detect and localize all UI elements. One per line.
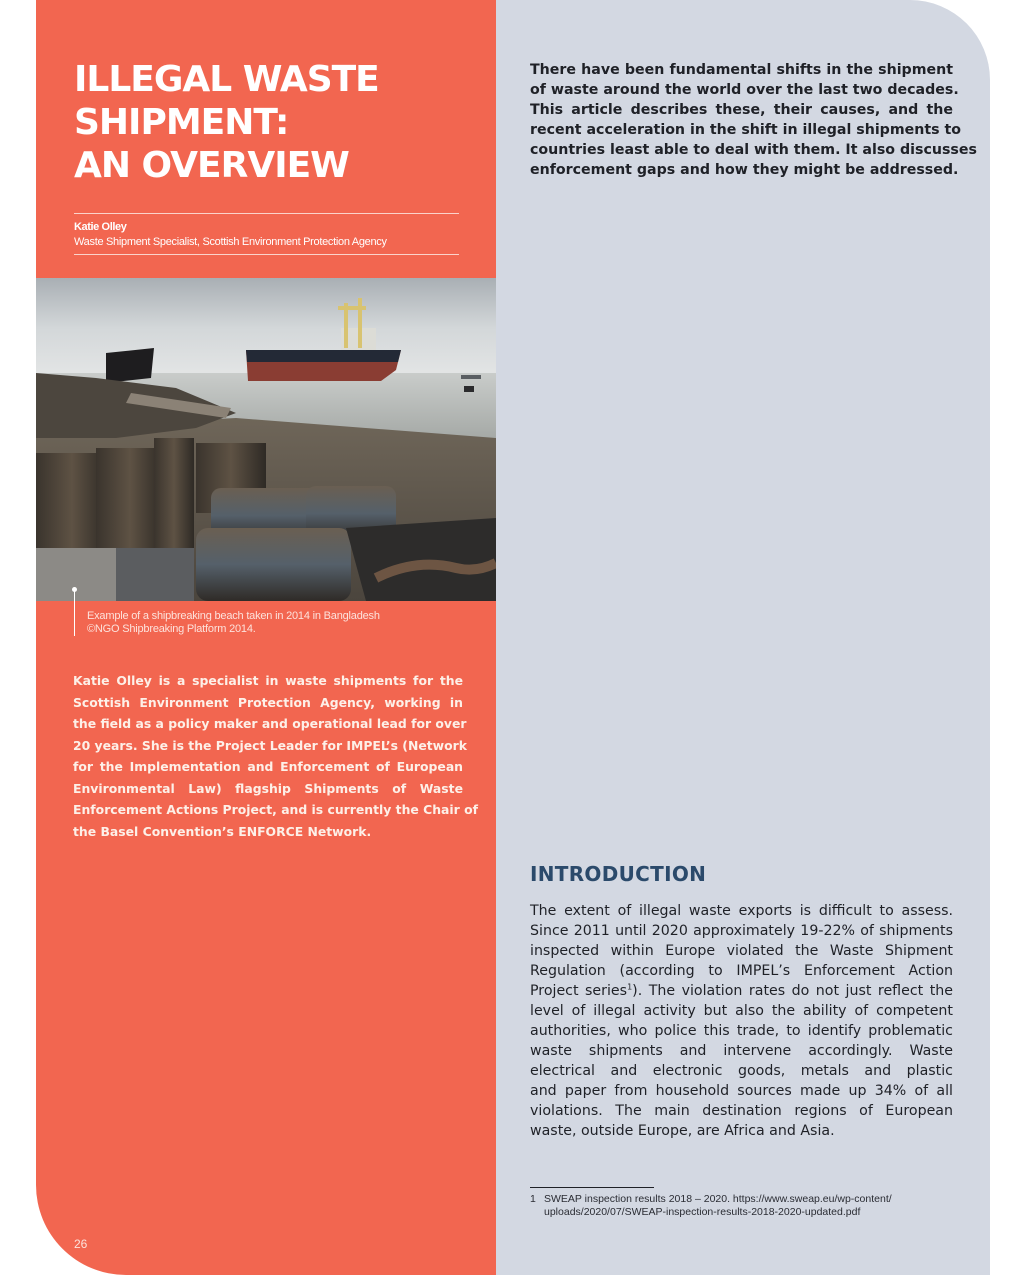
author-role: Waste Shipment Specialist, Scottish Environment Protection Agency [74, 236, 387, 248]
barrel [96, 448, 164, 553]
footnote-line[interactable]: uploads/2020/07/SWEAP-inspection-results-2018-2020-updated.pdf [544, 1206, 861, 1218]
footnote-text[interactable] [544, 1193, 892, 1219]
article-lead [530, 60, 977, 180]
body-line: electrical and electronic goods, metals and plastic [530, 1063, 953, 1079]
caption-pointer-dot [72, 587, 77, 592]
boat [464, 386, 474, 392]
body-line: and paper from household sources made up 34% of all [530, 1083, 953, 1099]
body-line: waste, outside Europe, are Africa and Asia. [530, 1123, 835, 1139]
barrel [196, 528, 351, 601]
bio-line: for the Implementation and Enforcement of European [73, 759, 463, 774]
body-line: violations. The main destination regions of European [530, 1103, 953, 1119]
bio-line: Scottish Environment Protection Agency, working in [73, 694, 463, 710]
body-line: The extent of illegal waste exports is difficult to assess. [530, 903, 953, 919]
body-line: level of illegal activity but also the ability of competent [530, 1003, 953, 1019]
photo-caption [87, 610, 380, 636]
bio-line: 20 years. She is the Project Leader for IMPEL’s (Network [73, 737, 467, 753]
bio-line: Environmental Law) flagship Shipments of Waste [73, 780, 463, 796]
boat [461, 375, 481, 379]
body-line: Since 2011 until 2020 approximately 19-22% of shipments [530, 923, 953, 939]
lead-line: There have been fundamental shifts in the shipment [530, 62, 953, 78]
title-line: AN OVERVIEW [74, 145, 349, 186]
left-panel [36, 0, 496, 1275]
bio-line: the Basel Convention’s ENFORCE Network. [73, 823, 372, 839]
barrel [154, 438, 194, 548]
bio-line: the field as a policy maker and operational lead for over [73, 716, 467, 731]
oil-slick [346, 518, 496, 601]
body-line: inspected within Europe violated the Waste Shipment [530, 943, 953, 959]
body-line-part: ). The violation rates do not just reflect the [632, 983, 953, 999]
shipbreaking-beach-photo [36, 278, 496, 601]
footnote-number: 1 [530, 1193, 536, 1205]
barrel [116, 548, 194, 601]
page-number: 26 [74, 1237, 88, 1251]
author-bio [73, 670, 478, 842]
author-name: Katie Olley [74, 221, 127, 233]
body-line: Regulation (according to IMPEL’s Enforcement Action [530, 963, 953, 979]
ship-wreck [106, 348, 154, 383]
caption-line: Example of a shipbreaking beach taken in 2014 in Bangladesh [87, 610, 380, 622]
body-line: authorities, who police this trade, to identify problematic [530, 1023, 953, 1039]
footnote-line[interactable]: SWEAP inspection results 2018 – 2020. https://www.sweap.eu/wp-content/ [544, 1193, 892, 1205]
divider [74, 254, 459, 255]
lead-line: recent acceleration in the shift in illegal shipments to [530, 122, 962, 138]
body-line-part: Project series [530, 983, 628, 999]
lead-line: enforcement gaps and how they might be addressed. [530, 162, 959, 178]
introduction-body [530, 901, 953, 1141]
caption-line: ©NGO Shipbreaking Platform 2014. [87, 623, 256, 635]
lead-line: of waste around the world over the last two decades. [530, 82, 959, 98]
bio-line: Enforcement Actions Project, and is currently the Chair of [73, 802, 478, 817]
title-line: SHIPMENT: [74, 102, 289, 143]
body-line: waste shipments and intervene accordingly. Waste [530, 1043, 953, 1059]
divider [74, 213, 459, 214]
bio-line: Katie Olley is a specialist in waste shipments for the [73, 673, 463, 688]
footnote [530, 1193, 892, 1219]
lead-line: countries least able to deal with them. It also discusses [530, 142, 977, 158]
body-line-with-footnote [530, 981, 953, 1001]
caption-pointer-line [74, 588, 75, 636]
section-heading: INTRODUCTION [530, 862, 707, 886]
lead-line: This article describes these, their causes, and the [530, 102, 953, 118]
title-line: ILLEGAL WASTE [74, 59, 379, 100]
article-title [74, 58, 474, 187]
footnote-divider [530, 1187, 654, 1188]
footnote-reference[interactable]: 1 [627, 982, 633, 992]
